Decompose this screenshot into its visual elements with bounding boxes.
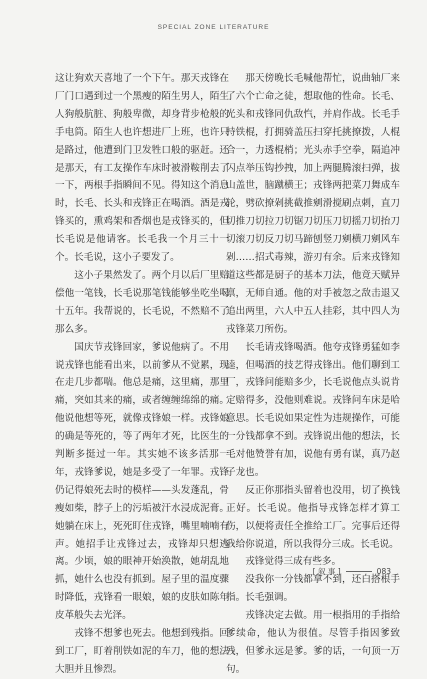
paragraph: 戎锋决定去做。用一根指用的手指给爹续命，他认为很值。尽管手指因爹致残，但爹永远是爹。爹的话，一句顶一万句。 (226, 610, 400, 675)
paragraph: 这让狗欢天喜地了一个下午。那天戎锋在厂门口遇到过一个黑瘦的陌生男人，陌生人狗般肮脏、狗般卑微，却身背步枪般的手电筒。陌生人也许想进厂上班，也许只是路过，他遭到门卫发牲口般的驱赶。还是那天，有工友操作车床时被滑鞍削去了一下，两根手指瞬间不见。得知这个消息时，长毛、长头和戎锋正在喝酒。酒是戎锋买的，熏鸡架和香烟也是戎锋买的，但长毛说是他请客。长毛我一个月三十一个。长毛说，这小子要发了。 (55, 73, 229, 264)
paragraph: 长毛请戎锋喝酒。他夸戎锋勇猛如李逵，但喝酒的技艺得戎锋出。他们聊到工厂，戎锋问能赔多少，长毛说他点头说肯定赔得多，没他则难说。戎锋问车床是哈意思。长毛说如果定性为违规操作，可能一分钱都拿不到。戎锋说出他的想法，长毛对他赞誉有加，说他有勇有谋，真乃赵子龙也。 (226, 341, 400, 478)
footer-divider (346, 571, 372, 572)
paragraph: 戎锋不想爹也死去。他想到残指。回到工厂，盯着削铁如泥的车刀，他的想法大胆并且惨烈。 (55, 628, 229, 675)
right-column (226, 70, 400, 679)
paragraph: 国庆节戎锋回家，爹说他病了。不用说戎锋也能看出来，以前爹从不觉累，现在走几步都喘。他总是痛，这里痛，那里痛，突如其来的痛，或者缠缠绵绵的痛。他说他想等死，就像戎锋娘一样。戎锋娘的确是等死的，等了两年才死，比医生的判断多挺过一年。其实她不该多活那一年，戎锋爹说，她是多受了一年罪。戎锋仍记得娘死去时的模样——头发蓬乱，骨瘦如柴，脖子上的污垢被汗水浸成泥膏。她躺在床上，死死盯住戎锋，嘴里喃喃有声。她招手让戎锋过去，戎锋却只想逃离。少顷，娘的眼神开始涣散，她胡乱地抓，她什么也没有抓到。屋子里的温度骤时降低，戎锋看一眼娘，娘的皮肤如陈年皮革般失去光泽。 (55, 341, 229, 622)
page-number: 083 (376, 567, 391, 576)
paragraph: 那天傍晚长毛喊他帮忙，说曲轴厂来了六个亡命之徒，想取他的性命。长毛、光头和戎锋同仇敌忾，并肩作战。长毛手持铁棍，打拥骑盖压扫穿托挑撩拨，人棍合一，力透棍梢；光头赤手空拳，隔追冲闪点举压钩抄拽，加上两腿腾滚扫弹，拔山盖世，脑蹴横王；戎锋两把菜刀舞成车轮，劈砍撩剁挑截推剜滑搅刷点刺，直刀切推刀切拉刀切锯刀切压刀切摇刀切抬刀切滚刀切反刀切马蹄刨竖刀剜横刀剜风车剁……招式毒辣，游刃有余。后来戎锋知道这些都是厨子的基本刀法，他竟天赋异禀，无师自通。他的对手被忽之敌击退又追出两里，六人中五人挂彩，其中四人为戎锋菜刀所伤。 (226, 73, 400, 335)
running-header: SPECIAL ZONE LITERATURE (157, 24, 270, 31)
left-column (55, 70, 229, 679)
paragraph: 没我你一分钱都拿不到，还白搭根手指。长毛强调。 (226, 574, 400, 604)
section-label: [ 叙 事 ] (312, 567, 341, 576)
paragraph: 这小子果然发了。两个月以后厂里赔偿他一笔钱，长毛说那笔钱能够坐吃坐喝十五年。我帮说的，长毛说，不然赔不了那么多。 (55, 269, 229, 335)
page-footer (313, 566, 391, 577)
paragraph: 戎锋觉得三成有些多。 (245, 556, 342, 568)
paragraph: 反正你那指头留着也没用，切了换钱正好。长毛说。他指导戎锋怎样才算工伤，以便将责任全推给工厂。完事后还得我给你说道，所以我得分三成。长毛说。 (226, 484, 400, 550)
